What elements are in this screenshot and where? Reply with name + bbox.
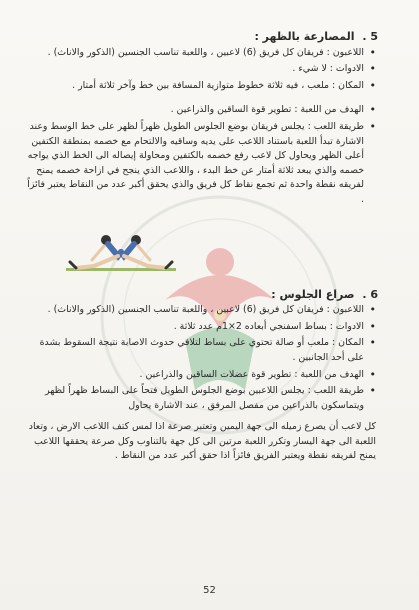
section-6-list: [26, 303, 378, 413]
back-wrestling-illustration: [26, 216, 378, 282]
wrestlers-figure: [66, 216, 176, 278]
section-5-number: 5 .: [362, 30, 378, 43]
section-5-list-2: [26, 103, 378, 207]
page-number: 52: [203, 585, 216, 596]
section-5-place: • المكان : ملعب ، فيه ثلاثة خطوط متوازية المسافة بين خط وآخر ثلاثة أمتار .: [26, 79, 378, 94]
section-6-tools: • الادوات : بساط اسفنجي أبعاده 2×1م عدد ثلاثة .: [26, 320, 378, 335]
section-5-list: [26, 46, 378, 94]
section-6-players: • اللاعبون : فريقان كل فريق (6) لاعبين ، واللعبة تناسب الجنسين (الذكور والاناث) .: [26, 303, 378, 318]
section-5-goal: • الهدف من اللعبة : تطوير قوة الساقين والذراعين .: [26, 103, 378, 118]
section-6-number: 6 .: [362, 287, 378, 301]
page-content: [26, 30, 378, 466]
section-6-title: صراع الجلوس :: [271, 287, 355, 301]
section-6-goal: • الهدف من اللعبة : تطوير قوة عضلات الساقين والذراعين .: [26, 368, 378, 383]
section-5-players: • اللاعبون : فريقان كل فريق (6) لاعبين ، واللعبة تناسب الجنسين (الذكور والاناث) .: [26, 46, 378, 61]
section-5-method: • طريقة اللعب : يجلس فريقان بوضع الجلوس الطويل ظهراً لظهر على خط الوسط وعند الاشارة تبدأ اللعبة باستناد اللاعب على يديه وساقيه والالتحام مع خصمه بمنطقة الكتفين أعلى الظهر ويحاول كل لاعب رفع خصمه بالكتفين ومحاولة إيصاله الى الخط الذي يواجه خصمه والذي يبعد ثلاثة أمتار عن خط البدء ، واللاعب الذي ينجح في ازاحة خصمه يمنح لفريقه نقطة واحدة ثم تجمع نقاط كل فريق والذي يحقق أكبر عدد من النقاط يعتبر فائزاً .: [26, 120, 378, 208]
section-5-title: المصارعة بالظهر :: [254, 30, 355, 43]
section-6-heading: [26, 288, 378, 303]
section-6-continuation: كل لاعب أن يصرع زميله الى جهة اليمين وتعتبر صرعة اذا لمس كتف اللاعب الارض ، وتعاد اللعبة الى جهة اليسار وتكرر اللعبة مرتين الى كل جهة بالتناوب وكل صرعة يحققها اللاعب يمنح لفريقه نقطة ويعتبر الفريق فائزاً اذا حقق أكبر عدد من النقاط .: [28, 421, 376, 462]
section-5-tools: • الادوات : لا شيء .: [26, 62, 378, 77]
section-6-method: • طريقة اللعب : يجلس اللاعبين بوضع الجلوس الطويل فتحاً على البساط ظهراً لظهر ويتماسكون بالذراعين من مفصل المرفق ، عند الاشارة يحاول: [26, 384, 378, 413]
section-6-place: • المكان : ملعب أو صالة تحتوي على بساط لتلافي حدوث الاصابة نتيجة السقوط بشدة على أحد الجانبين .: [26, 336, 378, 365]
section-5-heading: [26, 30, 378, 45]
